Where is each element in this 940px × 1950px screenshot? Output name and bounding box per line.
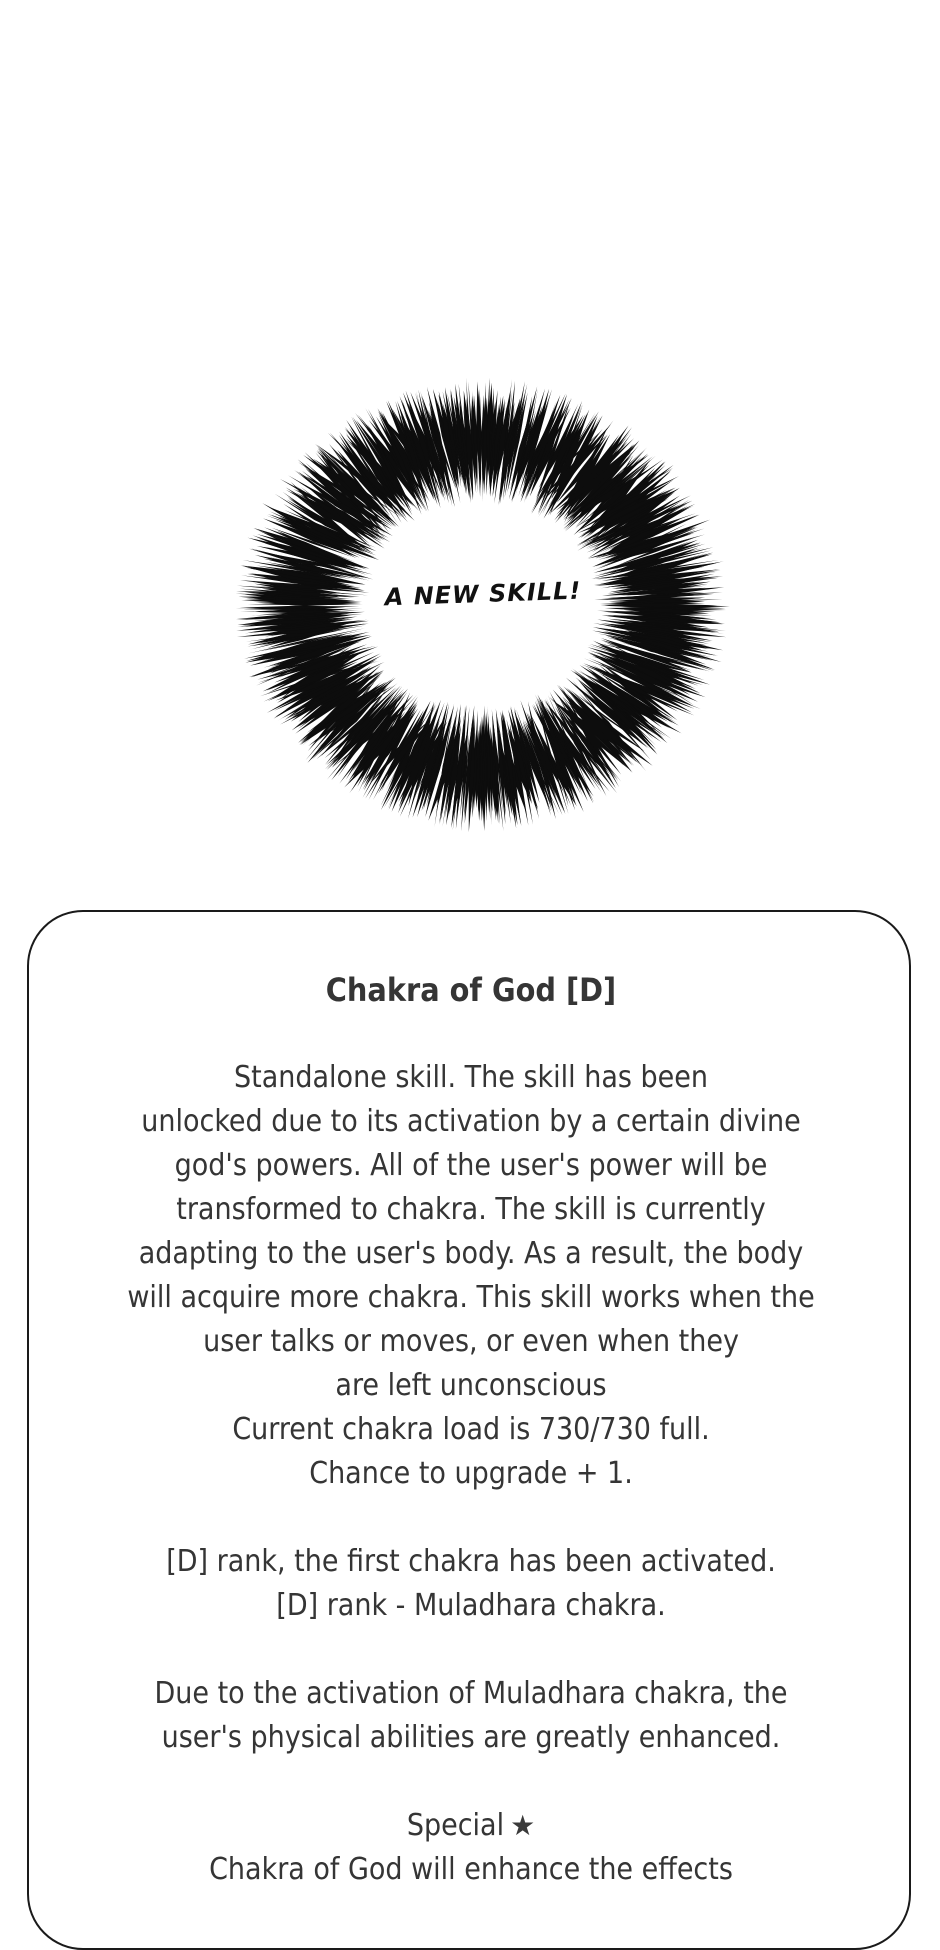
description-line: unlocked due to its activation by a certain divine — [141, 1104, 801, 1139]
description-line: god's powers. All of the user's power will be — [174, 1148, 768, 1183]
description-line: are left unconscious — [335, 1368, 607, 1403]
rank-line: [D] rank - Muladhara chakra. — [276, 1588, 666, 1623]
description-line: adapting to the user's body. As a result, the body — [138, 1236, 804, 1271]
upgrade-chance-line: Chance to upgrade + 1. — [309, 1456, 633, 1491]
skill-effect — [29, 1672, 913, 1760]
special-label: Special — [406, 1808, 505, 1843]
effect-line: user's physical abilities are greatly enhanced. — [161, 1720, 781, 1755]
star-icon: ★ — [510, 1809, 536, 1842]
skill-info-panel — [27, 910, 911, 1950]
description-line: will acquire more chakra. This skill works when the — [127, 1280, 815, 1315]
description-line: Standalone skill. The skill has been — [234, 1060, 708, 1095]
new-skill-caption: A NEW SKILL! — [384, 576, 582, 612]
skill-title: Chakra of God [D] — [325, 971, 617, 1009]
speed-line-burst — [0, 0, 940, 900]
description-line: user talks or moves, or even when they — [203, 1324, 739, 1359]
special-heading — [29, 1804, 913, 1848]
special-text: Chakra of God will enhance the effects — [209, 1852, 733, 1887]
chakra-load-line: Current chakra load is 730/730 full. — [232, 1412, 710, 1447]
rank-line: [D] rank, the first chakra has been activated. — [166, 1544, 776, 1579]
skill-rank — [29, 1540, 913, 1628]
skill-description — [29, 1056, 913, 1496]
description-line: transformed to chakra. The skill is currently — [176, 1192, 766, 1227]
effect-line: Due to the activation of Muladhara chakra, the — [154, 1676, 788, 1711]
